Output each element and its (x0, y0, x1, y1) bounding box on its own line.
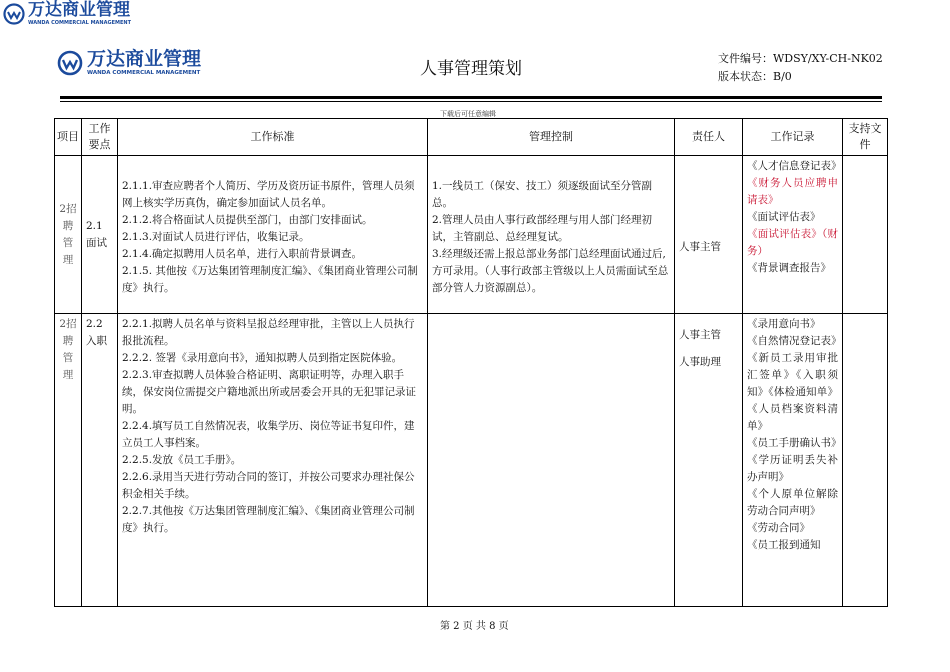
hr-planning-table (54, 118, 888, 607)
cell-line: 2.2.5.发放《员工手册》。 (122, 454, 242, 466)
table-row (55, 314, 888, 607)
header-standard: 工作标准 (118, 119, 428, 156)
row-support (843, 156, 888, 314)
document-meta (718, 50, 883, 86)
row-record (743, 314, 843, 607)
record-item: 《人才信息登记表》 (747, 160, 842, 172)
header-control: 管理控制 (428, 119, 675, 156)
cell-line: 2.1.3.对面试人员进行评估，收集记录。 (122, 231, 310, 243)
table-header-row (55, 119, 888, 156)
header-support: 支持文件 (843, 119, 888, 156)
row-project: 2招聘管理 (55, 156, 82, 314)
cell-line: 2.1.5. 其他按《万达集团管理制度汇编》、《集团商业管理公司制度》执行。 (122, 265, 418, 294)
row-support (843, 314, 888, 607)
cell-line: 人事主管 (679, 328, 721, 341)
row-key: 2.1面试 (82, 156, 118, 314)
cell-line: 2.2.4.填写员工自然情况表，收集学历、岗位等证书复印件，建立员工人事档案。 (122, 420, 415, 449)
row-key: 2.2入职 (82, 314, 118, 607)
row-standard (118, 314, 428, 607)
cell-line: 2.2.6.录用当天进行劳动合同的签订，并按公司要求办理社保公积金相关手续。 (122, 471, 415, 500)
cell-line: 1.一线员工（保安、技工）须逐级面试至分管副总。 (432, 180, 653, 209)
file-number: 文件编号：WDSY/XY-CH-NK02 (718, 52, 883, 65)
cell-line: 2.2.3.审查拟聘人员体验合格证明、离职证明等，办理入职手续，保安岗位需提交户籍地派出所或居委会开具的无犯罪记录证明。 (122, 369, 416, 415)
edit-note: 下载后可任意编辑 (440, 110, 496, 118)
cell-line: 3.经理级还需上报总部业务部门总经理面试通过后,方可录用。（人事行政部主管级以上人员需面试至总部分管人力资源副总）。 (432, 248, 669, 294)
record-item: 《背景调查报告》 (747, 262, 831, 274)
record-item: 《财务人员应聘申请表》 (747, 177, 838, 206)
cell-line: 2.2.2. 签署《录用意向书》，通知拟聘人员到指定医院体验。 (122, 352, 403, 364)
logo-text-en: WANDA COMMERCIAL MANAGEMENT (87, 70, 201, 76)
company-logo-small (3, 2, 131, 26)
record-item: 《个人原单位解除劳动合同声明》 (747, 488, 838, 517)
company-logo (57, 50, 201, 77)
header-rule-thick (60, 96, 882, 99)
record-item: 《员工手册确认书》 (747, 437, 842, 449)
cell-line: 人事主管 (679, 240, 721, 253)
row-record (743, 156, 843, 314)
logo-text-en: WANDA COMMERCIAL MANAGEMENT (28, 20, 131, 26)
row-owner (675, 156, 743, 314)
record-item: 《面试评估表》（财务） (747, 228, 838, 257)
header-owner: 责任人 (675, 119, 743, 156)
wanda-logo-icon (57, 50, 83, 76)
wanda-logo-icon (3, 3, 25, 25)
cell-line: 2.1.2.将合格面试人员提供至部门，由部门安排面试。 (122, 214, 373, 226)
record-item: 《学历证明丢失补办声明》 (747, 454, 838, 483)
header-key: 工作要点 (82, 119, 118, 156)
header-record: 工作记录 (743, 119, 843, 156)
record-item: 《新员工录用审批汇签单》《入职须知》《体检通知单》《人员档案资料清单》 (747, 352, 838, 432)
row-project: 2招聘管理 (55, 314, 82, 607)
row-control (428, 314, 675, 607)
header-project: 项目 (55, 119, 82, 156)
record-item: 《自然情况登记表》 (747, 335, 842, 347)
row-owner (675, 314, 743, 607)
record-item: 《员工报到通知 (747, 539, 821, 551)
cell-line: 2.1.1.审查应聘者个人简历、学历及资历证书原件，管理人员须网上核实学历真伪，确定参加面试人员名单。 (122, 180, 415, 209)
page-number: 第 2 页 共 8 页 (440, 621, 509, 632)
cell-line: 2.1.4.确定拟聘用人员名单，进行入职前背景调查。 (122, 248, 363, 260)
record-item: 《劳动合同》 (747, 522, 810, 534)
logo-text-cn: 万达商业管理 (87, 48, 202, 70)
document-title: 人事管理策划 (420, 59, 522, 79)
cell-line: 2.管理人员由人事行政部经理与用人部门经理初试，主管副总、总经理复试。 (432, 214, 653, 243)
logo-text-cn: 万达商业管理 (28, 0, 130, 20)
row-control (428, 156, 675, 314)
table-row (55, 156, 888, 314)
header-rule-thin (60, 101, 882, 102)
record-item: 《面试评估表》 (747, 211, 821, 223)
row-standard (118, 156, 428, 314)
cell-line: 2.2.7.其他按《万达集团管理制度汇编》、《集团商业管理公司制度》执行。 (122, 505, 415, 534)
cell-line: 人事助理 (679, 356, 721, 368)
record-item: 《录用意向书》 (747, 318, 821, 330)
cell-line: 2.2.1.拟聘人员名单与资料呈报总经理审批，主管以上人员执行报批流程。 (122, 318, 415, 347)
version-status: 版本状态：B/0 (718, 70, 792, 83)
